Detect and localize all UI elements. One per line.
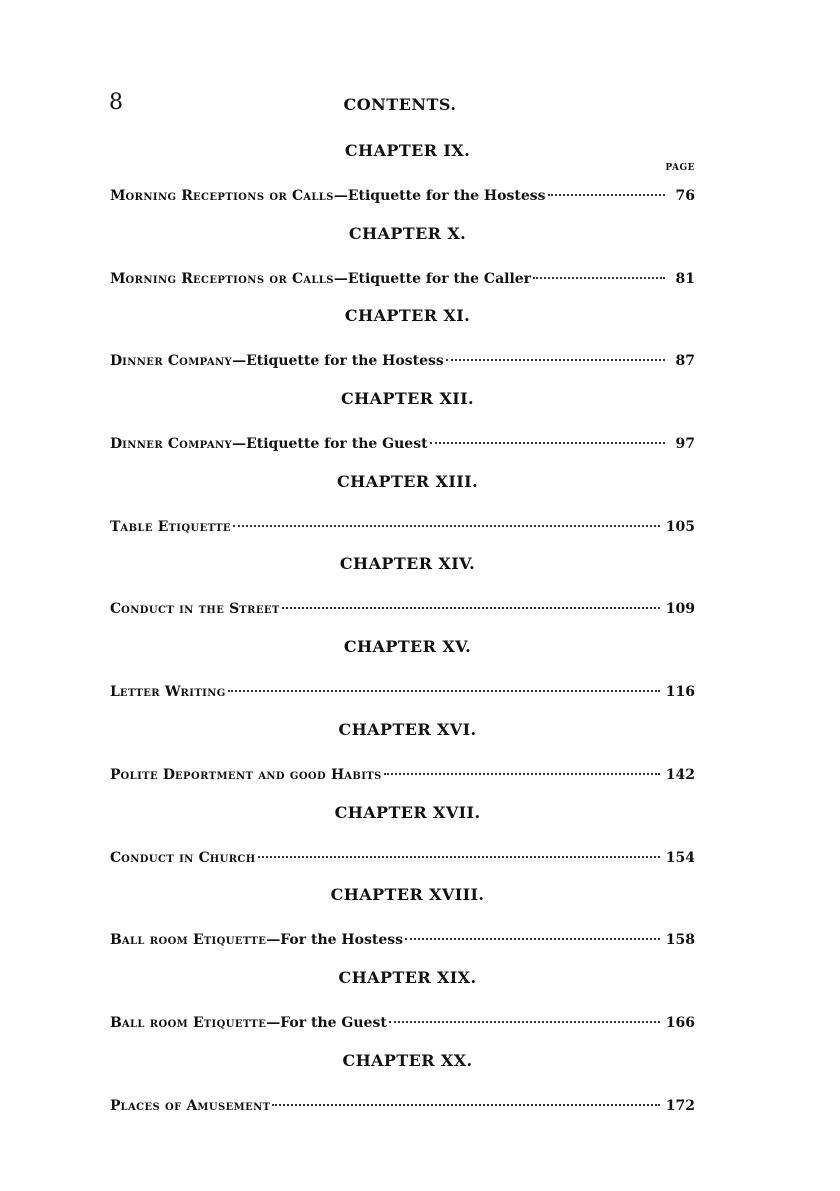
entry-title-small-caps: MORNING RECEPTIONS OR CALLS [110, 270, 334, 287]
entry-title-subtitle: —Etiquette for the Caller [333, 270, 532, 287]
entry-title-small-caps: DINNER COMPANY [110, 436, 233, 453]
toc-entry [110, 849, 695, 869]
chapter-heading: CHAPTER XIX. [338, 967, 477, 987]
entry-page-number: 154 [665, 849, 695, 866]
toc-chapter [110, 224, 695, 307]
chapter-heading: CHAPTER XV. [343, 637, 472, 657]
entry-title [110, 683, 226, 703]
toc-entry [110, 187, 695, 207]
dot-leader [548, 190, 665, 196]
entry-title-subtitle: —Etiquette for the Guest [232, 436, 428, 453]
toc-chapter [110, 472, 695, 555]
toc-entry [110, 683, 695, 703]
entry-title [110, 435, 428, 455]
entry-title [110, 600, 280, 620]
toc-chapter [110, 885, 695, 968]
toc-entry [110, 766, 695, 786]
entry-title [110, 766, 382, 786]
chapter-heading: CHAPTER XI. [344, 306, 471, 326]
toc-entry [110, 600, 695, 620]
chapter-heading: CHAPTER X. [348, 223, 467, 243]
entry-page-number: 109 [665, 601, 695, 618]
entry-title [110, 352, 444, 372]
toc-chapter [110, 637, 695, 720]
dot-leader [272, 1100, 659, 1106]
entry-title [110, 931, 403, 951]
entry-title-small-caps: MORNING RECEPTIONS OR CALLS [110, 188, 334, 204]
toc-entry [110, 1014, 695, 1034]
entry-title [110, 1014, 387, 1034]
toc-entry [110, 352, 695, 372]
entry-title [110, 518, 231, 538]
chapter-heading: CHAPTER XVIII. [330, 885, 485, 905]
entry-title-small-caps: LETTER WRITING [110, 684, 226, 701]
entry-page-number: 97 [675, 436, 695, 453]
page-column-label: PAGE [665, 163, 695, 173]
dot-leader [233, 521, 660, 527]
chapter-heading: CHAPTER XIII. [337, 471, 478, 491]
toc-entry [110, 435, 695, 455]
entry-title-small-caps: CONDUCT IN THE STREET [110, 601, 280, 618]
dot-leader [446, 355, 665, 361]
table-of-contents [110, 141, 695, 1133]
entry-page-number: 81 [675, 270, 695, 287]
toc-chapter [110, 389, 695, 472]
toc-entry [110, 1097, 695, 1117]
running-head: CONTENTS. [343, 95, 457, 114]
entry-title-subtitle: —Etiquette for the Hostess [333, 188, 546, 204]
entry-page-number: 172 [665, 1097, 695, 1114]
entry-title-small-caps: TABLE ETIQUETTE [110, 518, 231, 535]
chapter-heading: CHAPTER XVII. [334, 802, 481, 822]
entry-title-subtitle: —For the Hostess [266, 932, 404, 949]
dot-leader [405, 934, 660, 940]
entry-page-number: 105 [665, 518, 695, 535]
entry-title [110, 270, 531, 290]
dot-leader [430, 438, 665, 444]
entry-page-number: 116 [665, 684, 695, 701]
toc-chapter [110, 554, 695, 637]
dot-leader [228, 686, 660, 692]
toc-chapter [110, 720, 695, 803]
entry-page-number: 158 [665, 932, 695, 949]
entry-page-number: 142 [665, 766, 695, 783]
entry-title-small-caps: POLITE DEPORTMENT AND GOOD HABITS [110, 766, 382, 783]
chapter-heading: CHAPTER XX. [342, 1050, 473, 1070]
chapter-heading: CHAPTER XVI. [338, 719, 477, 739]
entry-title-subtitle: —Etiquette for the Hostess [232, 353, 444, 370]
toc-chapter [110, 1051, 695, 1134]
dot-leader [384, 769, 660, 775]
toc-chapter [110, 306, 695, 389]
entry-title-small-caps: CONDUCT IN CHURCH [110, 849, 256, 866]
toc-entry [110, 270, 695, 290]
dot-leader [533, 273, 665, 279]
dot-leader [258, 852, 660, 858]
entry-title-small-caps: PLACES OF AMUSEMENT [110, 1097, 271, 1114]
entry-page-number: 76 [675, 188, 695, 204]
entry-title [110, 849, 256, 869]
dot-leader [389, 1017, 660, 1023]
toc-chapter [110, 968, 695, 1051]
entry-title-small-caps: BALL ROOM ETIQUETTE [110, 932, 267, 949]
toc-entry [110, 931, 695, 951]
entry-title-small-caps: DINNER COMPANY [110, 353, 233, 370]
entry-page-number: 166 [665, 1014, 695, 1031]
chapter-heading: CHAPTER XIV. [339, 554, 476, 574]
page-number: 8 [109, 90, 123, 115]
chapter-heading: CHAPTER XII. [340, 389, 475, 409]
entry-title-subtitle: —For the Guest [266, 1014, 387, 1031]
entry-title [110, 187, 546, 207]
toc-entry [110, 518, 695, 538]
chapter-heading: CHAPTER IX. [344, 141, 471, 160]
entry-title-small-caps: BALL ROOM ETIQUETTE [110, 1014, 267, 1031]
dot-leader [282, 603, 660, 609]
toc-chapter [110, 141, 695, 224]
toc-chapter [110, 803, 695, 886]
entry-title [110, 1097, 270, 1117]
entry-page-number: 87 [675, 353, 695, 370]
